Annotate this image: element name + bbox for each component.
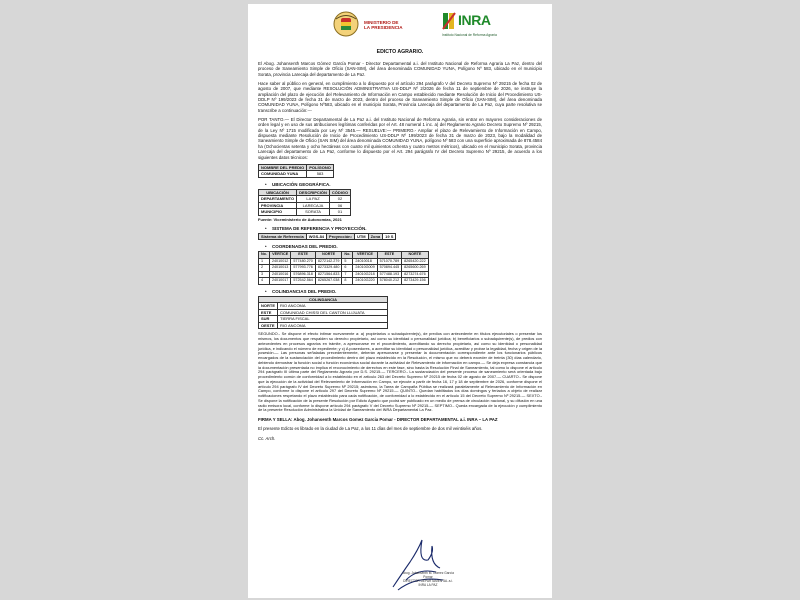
table-header: NORTE xyxy=(315,252,342,259)
edict-page xyxy=(248,4,552,598)
segundo-paragraph: SEGUNDO.- Se dispone el efecto intimar nuevamente a: a) propietarios o subadquirente(s), de predios con antecedente en títulos ejecutoriales o presentar los mismos, los documentos que respalden su derecho propietario, así como su identidad o personalidad jurídica; b) beneficiarios o subadquirente(s), de predios con antecedentes en procesos agrarios en trámite, a apersonarse en el procedimiento, acreditando su derecho propietario, así como su identidad o personalidad jurídica, e indicando el número de expediente; y c) A poseedores, a acreditar su identidad o personalidad jurídica, acreditar y probar la legalidad, fecha y origen de la posesión.— Las personas señaladas precedentemente, deberán apersonarse y presentar la documentación correspondiente ante los funcionarios públicos encargados de la sustanciación del procedimiento dentro del plazo establecido en la Resolución, el mismo que no deberá exceder de treinta (30) días calendario, debiendo demostrar la función social o función económica social durante la actividad de Relevamiento de información en campo.— Se deja expresa constancia que la documentación presentada no implica el reconocimiento de derechos en este fase, sino hasta la Resolución Final de Saneamiento, tal como lo dispone el artículo 294 parágrafo III última parte del Reglamento Agrario por D.S. 29215.— TERCERO.- La sustanciación del presente proceso de saneamiento será orientada bajo procedimiento común de conformidad a lo establecido en el artículo 263 del Decreto Supremo Nº 29215 de fecha 02 de agosto de 2007.— CUARTO.- Se dispone que la ejecución de la actividad del Relevamiento de Información en Campo, se ejecute a partir de fecha 16, 17 y 18 de septiembre de 2026, conforme dispone el artículo 294 parágrafo IV del Decreto Supremo Nº 29215; asimismo, la Tarea de Campaña Pública se realizará paralelamente al Relevamiento de Información en Campo, conforme lo dispone el artículo 297 del Decreto Supremo Nº 29215.— QUINTO.- Quedan habilitados los días domingos y feriados a objeto de realizar notificaciones respetando el plazo establecido para cada notificación, de conformidad a lo establecido en el artículo 15 del Decreto Supremo Nº 29215.— SEXTO.- Se dispone la notificación de la presente Resolución por Edicto Agrario que podrá ser publicado en un medio de prensa de circulación nacional, y su difusión en una radio emisora local, conforme lo dispone artículo 294 parágrafo V del Decreto Supremo Nº 29215.— SEPTIMO.- Queda encargada de la ejecución y cumplimiento de la presente Resolución Administrativa la Unidad de Saneamiento del INRA Departamental La Paz. xyxy=(258,331,542,413)
cc-note: Cc. Arch. xyxy=(258,435,276,441)
referencia-heading: • SISTEMA DE REFERENCIA Y PROYECCIÓN. xyxy=(272,226,542,231)
table-row: COMUNIDAD YUNA 583 xyxy=(259,171,334,178)
fuente-note: Fuente: Viceministerio de Autonomías, 2021 xyxy=(258,216,342,222)
table-header: No. xyxy=(342,252,353,259)
table-header: DESCRIPCIÓN xyxy=(297,189,330,196)
official-stamp: Abog. Johansenth M. Gómez García Pomar DIRECTOR DEPARTAMENTAL a.i. INRA LA PAZ xyxy=(402,571,454,587)
table-row: Sistema de Referencia WGS-84 Proyección: UTM Zona 19 S xyxy=(259,233,396,240)
table-header: CÓDIGO xyxy=(329,189,350,196)
table-row: 3 24010016 576896.318 8271564.833 7 24010G218 577488.193 8273274.676 xyxy=(259,271,429,278)
table-header: ESTE xyxy=(377,252,401,259)
table-row: OESTE RIO ANCOMA xyxy=(259,322,388,329)
table-header: POLÍGONO xyxy=(307,164,334,171)
ministry-name: MINISTERIO DE LA PRESIDENCIA xyxy=(364,20,403,31)
table-header: VÉRTICE xyxy=(353,252,377,259)
table-row: 2 24010013 577993.776 8273329.480 6 24010G009 570894.445 8265600.269 xyxy=(259,265,429,272)
coat-of-arms-icon xyxy=(332,10,360,38)
table-header: No. xyxy=(259,252,270,259)
table-header: VÉRTICE xyxy=(269,252,290,259)
table-header: UBICACIÓN xyxy=(259,189,297,196)
colindancias-heading: • COLINDANCIAS DEL PREDIO. xyxy=(272,289,542,294)
table-row: PROVINCIA LARECAJA 06 xyxy=(259,202,351,209)
table-header: ESTE xyxy=(291,252,315,259)
letterhead xyxy=(258,8,542,41)
libra-paragraph: El presente Edicto es librado en la ciudad de La Paz, a los 11 días del mes de septiembre de dos mil veintiséis años. xyxy=(258,426,483,432)
table-row: 1 24010012 577480.270 8272142.279 5 24010018 571070.789 8265420.222 xyxy=(259,258,429,265)
intro-paragraph: El Abog. Johansenth Marcos Gómez García Pomar - Director Departamental a.i. del Instituto Nacional de Reforma Agraria La Paz, dentro del proceso de Saneamiento Simple de Oficio (SAN-SIM), del área denominada COMUNIDAD YUNA, Polígono Nº 583, ubicado en el municipio Sorata, provincia Larecaja del departamento de La Paz. xyxy=(258,61,542,77)
edict-title: EDICTO AGRARIO. xyxy=(376,49,424,55)
ubicacion-heading: • UBICACIÓN GEOGRÁFICA. xyxy=(272,182,542,187)
table-row: ESTE COMUNIDAD CHISSI DEL CANTON LLIJUATA xyxy=(259,309,388,316)
table-header: COLINDANCIA xyxy=(259,296,388,303)
notice-paragraph: Hace saber al público en general, en cumplimiento a lo dispuesto por el artículo 294 parágrafo V del Decreto Supremo Nº 29215 de fecha 02 de agosto de 2007, que mediante RESOLUCIÓN ADMINISTRATIVA US-DDLP Nº 2/2026 de fecha 11 de septiembre de 2026, se instruye la ampliación del plazo de ejecución del Relevamiento de Información en Campo establecido mediante Resolución de Inicio del Procedimiento US-DDLP Nº 199/2023 de fecha 31 de marzo de 2023, dentro del proceso de Saneamiento Simple de Oficio (SAN-SIM), del área denominada COMUNIDAD YUNA, Polígono Nº583, ubicado en el municipio Sorata, Provincia Larecaja del departamento de La Paz, cuya parte resolutiva se transcribe a continuación:--- xyxy=(258,81,542,113)
inra-logo-icon xyxy=(442,11,458,31)
coordenadas-table xyxy=(258,251,429,285)
table-row: 4 24010017 572542.564 8265267.038 8 24010G220 578040.212 8273429.156 xyxy=(259,278,429,285)
resolution-paragraph: POR TANTO.— El Director Departamental de La Paz a.i. del Instituto Nacional de Reforma Agraria, sin entrar en mayores consideraciones de orden legal y en uso de sus atribuciones legítimas conferidas por el Art. 48 numeral 1 inc. a) del Reglamento Agrario Decreto Supremo Nº 29215, de la Ley Nº 1715 modificada por Ley Nº 3545.— RESUELVE:— PRIMERO.- Ampliar el plazo de Relevamiento de Información en Campo, dispuesta mediante Resolución de Inicio de Procedimiento US-DDLP Nº 199/2023 de fecha 31 de marzo de 2023, bajo la modalidad de Saneamiento Simple de Oficio (SAN SIM) del área denominada COMUNIDAD YUNA, polígono Nº 583 con una superficie aproximada de 878.4584 ha (Ochocientas setenta y ocho hectáreas con cuatro mil quinientos ochenta y cuatro metros métricos), ubicado en el municipio Sorata, provincia Larecaja del departamento de La Paz, conforme lo dispuesto por el Art. 294 parágrafo IV del Decreto Supremo Nº 29215, de acuerdo a los siguientes datos técnicos: xyxy=(258,117,542,160)
table-row: DEPARTAMENTO LA PAZ 02 xyxy=(259,196,351,203)
inra-name: INRA xyxy=(458,12,491,28)
table-header: NOMBRE DEL PREDIO xyxy=(259,164,307,171)
colindancias-table xyxy=(258,296,388,330)
table-row: SUR TIERRA FISCAL xyxy=(259,316,388,323)
firma-paragraph: FIRMA Y SELLA: Abog. Johansenth Marcos Gomez Garcia Pomar - DIRECTOR DEPARTAMENTAL a.i. INRA – LA PAZ xyxy=(258,417,498,423)
table-header: NORTE xyxy=(402,252,429,259)
inra-subtitle: Instituto Nacional de Reforma Agraria xyxy=(442,33,497,37)
coordenadas-heading: • COORDENADAS DEL PREDIO. xyxy=(272,244,542,249)
ubicacion-table xyxy=(258,189,351,216)
referencia-table xyxy=(258,233,396,241)
predio-table xyxy=(258,164,334,178)
table-row: NORTE RIO ANCOMA xyxy=(259,303,388,310)
table-row: MUNICIPIO SORATA 01 xyxy=(259,209,351,216)
